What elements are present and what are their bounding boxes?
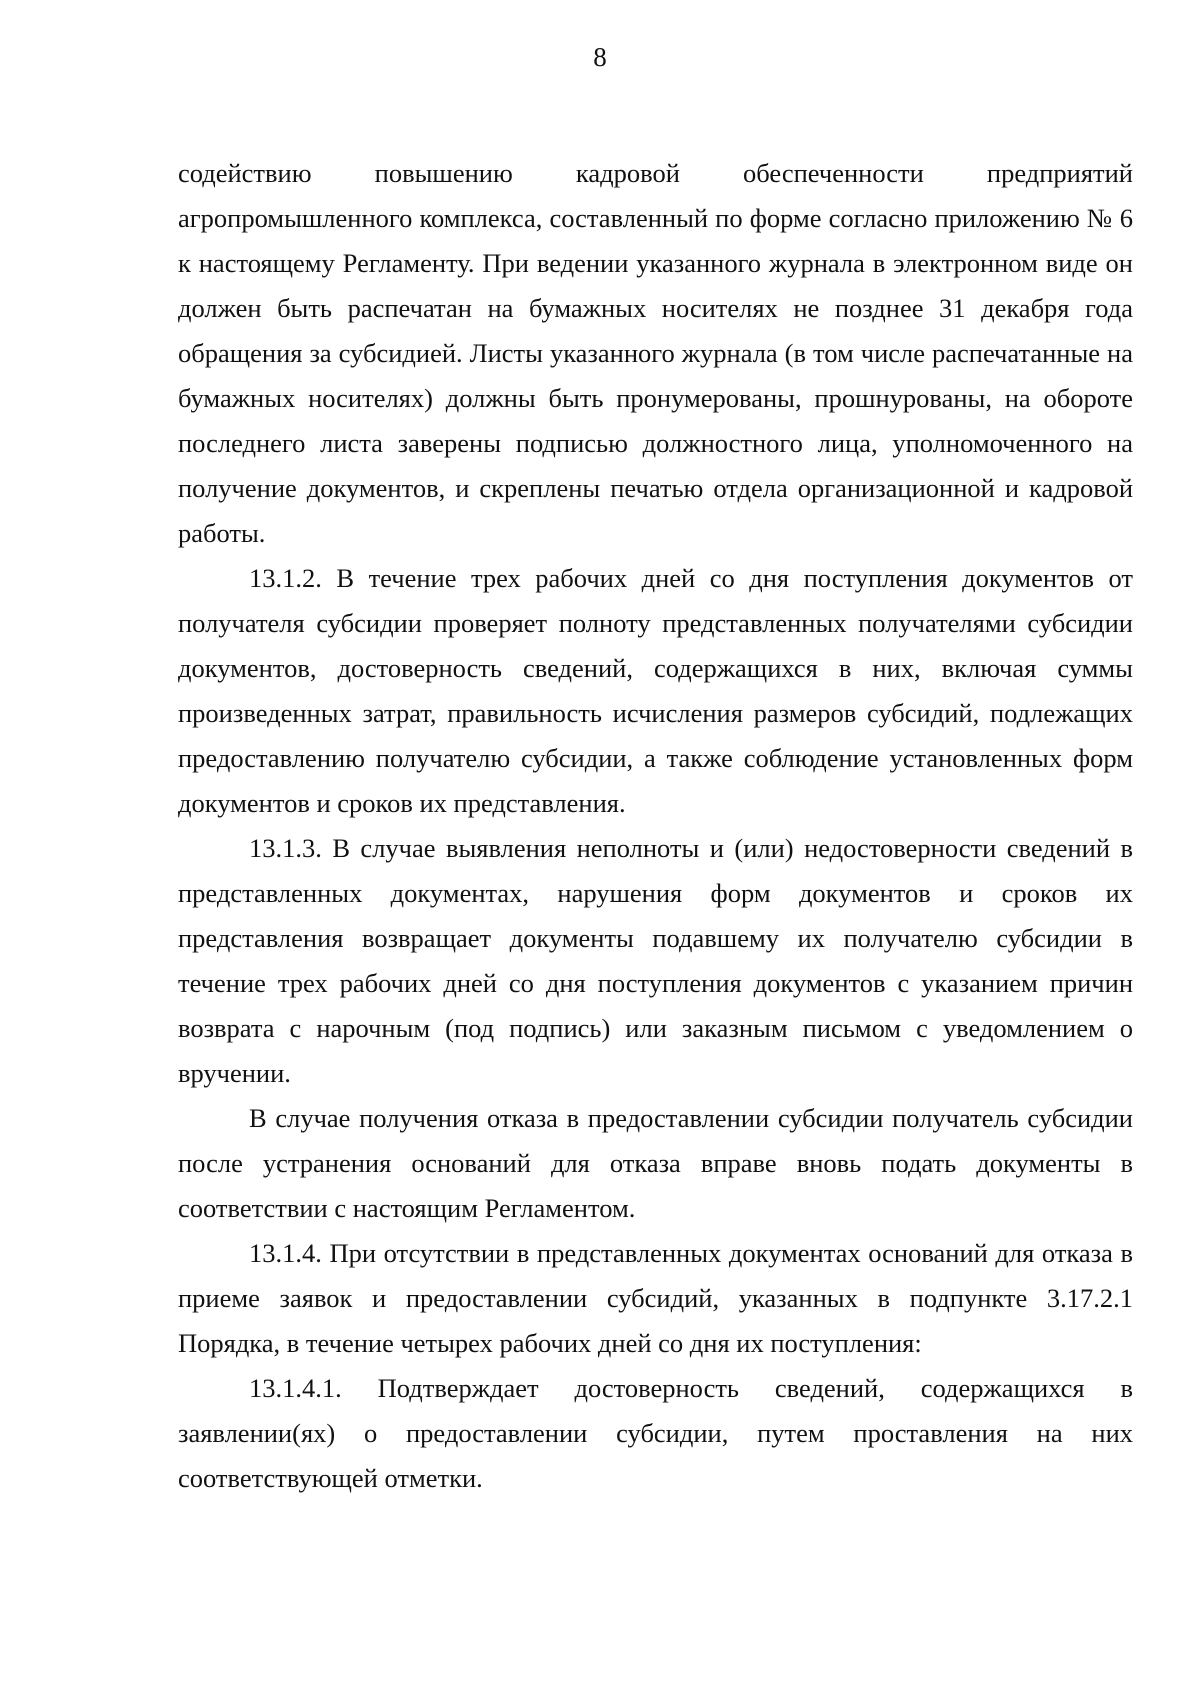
paragraph-13-1-4: 13.1.4. При отсутствии в представленных документах оснований для отказа в приеме заявок и предоставлении субсидий, указанных в подпункте 3.17.2.1 Порядка, в течение четырех рабочих дней со дня их поступления:	[178, 1238, 1133, 1358]
paragraph-13-1-4-1: 13.1.4.1. Подтверждает достоверность сведений, содержащихся в заявлении(ях) о предоставлении субсидии, путем проставления на них соответствующей отметки.	[178, 1373, 1133, 1493]
paragraph-refusal-note: В случае получения отказа в предоставлении субсидии получатель субсидии после устранения оснований для отказа вправе вновь подать документы в соответствии с настоящим Регламентом.	[178, 1103, 1133, 1223]
paragraph-13-1-3: 13.1.3. В случае выявления неполноты и (или) недостоверности сведений в представленных документах, нарушения форм документов и сроков их представления возвращает документы подавшему их получателю субсидии в течение трех рабочих дней со дня поступления документов с указанием причин возврата с нарочным (под подпись) или заказным письмом с уведомлением о вручении.	[178, 833, 1133, 1088]
page-number: 8	[593, 42, 607, 72]
document-body	[178, 151, 1133, 1501]
paragraph-13-1-2: 13.1.2. В течение трех рабочих дней со дня поступления документов от получателя субсидии проверяет полноту представленных получателями субсидии документов, достоверность сведений, содержащихся в них, включая суммы произведенных затрат, правильность исчисления размеров субсидий, подлежащих предоставлению получателю субсидии, а также соблюдение установленных форм документов и сроков их представления.	[178, 563, 1133, 818]
paragraph-continuation: содействию повышению кадровой обеспеченности предприятий агропромышленного комплекса, составленный по форме согласно приложению № 6 к настоящему Регламенту. При ведении указанного журнала в электронном виде он должен быть распечатан на бумажных носителях не позднее 31 декабря года обращения за субсидией. Листы указанного журнала (в том числе распечатанные на бумажных носителях) должны быть пронумерованы, прошнурованы, на обороте последнего листа заверены подписью должностного лица, уполномоченного на получение документов, и скреплены печатью отдела организационной и кадровой работы.	[178, 158, 1133, 548]
